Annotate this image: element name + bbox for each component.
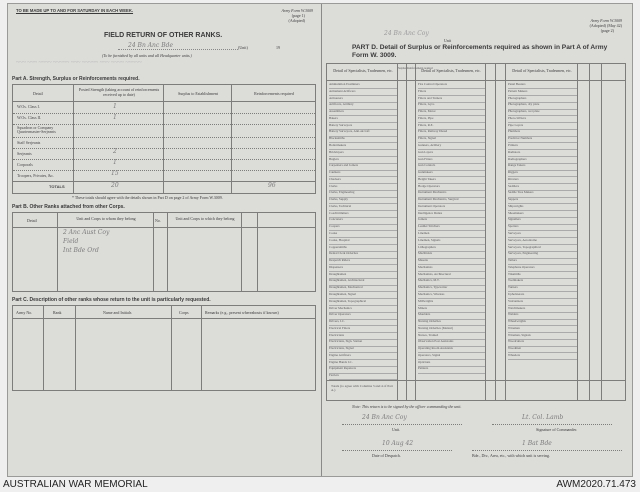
specialist-row: Fitters, Motor bbox=[418, 109, 485, 116]
specialist-row: Dispensers bbox=[329, 265, 397, 272]
form-title: FIELD RETURN OF OTHER RANKS. bbox=[104, 32, 223, 39]
d-col-head-1: Detail of Specialists, Tradesmen, etc. bbox=[333, 68, 393, 73]
d-list-col1 bbox=[329, 82, 397, 382]
caption-right: AWM2020.71.473 bbox=[556, 479, 636, 490]
specialist-row: Concreters bbox=[329, 217, 397, 224]
specialist-row: Fitters, Signal bbox=[418, 136, 485, 143]
specialist-row: Riveters bbox=[508, 177, 577, 184]
sig-bde-line bbox=[472, 450, 622, 451]
specialist-row: Wheelwrights bbox=[508, 319, 577, 326]
d-col-reinf: Reinforcements required bbox=[407, 67, 433, 70]
d-list-col2 bbox=[418, 82, 485, 382]
row-wo2: W.Os. Class II. bbox=[17, 115, 42, 120]
adopted-label-right: (Adopted) (May 42) bbox=[589, 23, 622, 28]
hw-attached-2: Field bbox=[63, 238, 79, 245]
specialist-row: Hodge Operators bbox=[418, 184, 485, 191]
hw-attached-1: 2 Anc Aust Coy bbox=[63, 229, 110, 236]
specialist-row: Mechanics, M.T. bbox=[418, 278, 485, 285]
part-a-heading: Part A. Strength, Surplus or Reinforcements required. bbox=[12, 76, 140, 82]
c-col-remarks: Remarks (e.g., present whereabouts if known) bbox=[205, 310, 279, 315]
specialist-row: Battery Surveyors bbox=[329, 123, 397, 130]
specialist-row: Gun Controls bbox=[418, 163, 485, 170]
specialist-row: Millwrights bbox=[418, 299, 485, 306]
specialist-row: Intelligence Duties bbox=[418, 211, 485, 218]
specialist-row: Instrument Mechanics bbox=[418, 190, 485, 197]
specialist-row: Fitters, Pipe bbox=[418, 116, 485, 123]
specialist-row: Surveyors, Topographical bbox=[508, 245, 577, 252]
specialist-row: Fitters, Railway Diesel bbox=[418, 129, 485, 136]
specialist-row: Instrument Mechanics, Surgical bbox=[418, 197, 485, 204]
d-col-surplus: Surplus bbox=[398, 67, 406, 70]
row-cqms: Squadron or Company Quartermaster-Serjeants bbox=[17, 125, 56, 134]
hw-unit-sign: 24 Bn Anc Coy bbox=[362, 414, 407, 421]
specialist-row: Surveyors, Engineering bbox=[508, 251, 577, 258]
specialist-row: Operators, Signal bbox=[418, 353, 485, 360]
specialist-row: Masons bbox=[418, 258, 485, 265]
specialist-row: Coopers bbox=[329, 224, 397, 231]
weekly-note: TO BE MADE UP TO AND FOR SATURDAY IN EACH WEEK. bbox=[16, 8, 134, 13]
specialist-row: Radiators bbox=[508, 150, 577, 157]
unit-label: (Unit) bbox=[238, 45, 248, 50]
specialist-row: Fitters, R.E. bbox=[418, 123, 485, 130]
part-c-heading: Part C. Description of other ranks whose return to the unit is particularly requested. bbox=[12, 297, 211, 303]
d-list-col3 bbox=[508, 82, 577, 382]
row-wo1: W.Os. Class I. bbox=[17, 104, 40, 109]
specialist-row: Painters bbox=[418, 366, 485, 373]
hw-total: 20 bbox=[111, 182, 119, 189]
specialist-row: Coachtrimmers bbox=[329, 211, 397, 218]
specialist-row: Equipment Repairers bbox=[329, 366, 397, 373]
b-col-unit2: Unit and Corps to which they belong bbox=[175, 216, 235, 221]
caption-bar bbox=[0, 478, 640, 492]
b-col-detail: Detail bbox=[27, 218, 37, 223]
specialist-row: Cooks, Hospital bbox=[329, 238, 397, 245]
specialist-row: Clerks bbox=[329, 184, 397, 191]
specialist-row: Opticians bbox=[418, 360, 485, 367]
part-a-note: * These totals should agree with the details shown in Part D on page 2 of Army Form W.3009. bbox=[72, 195, 223, 200]
specialist-row: Pipe Layers bbox=[508, 123, 577, 130]
specialist-row: Gun Fitters bbox=[418, 157, 485, 164]
specialist-row: Telephone Operators bbox=[508, 265, 577, 272]
specialist-row: Draughtsmen, Mechanical bbox=[329, 285, 397, 292]
hw-date: 10 Aug 42 bbox=[382, 440, 414, 447]
specialist-row: Fitters, Gyro bbox=[418, 102, 485, 109]
hw-top-unit: 24 Bn Anc Coy bbox=[384, 30, 429, 37]
specialist-row: Radiographers bbox=[508, 157, 577, 164]
hw-commander: Lt. Col. Lamb bbox=[522, 414, 564, 421]
row-staff-sjt: Staff Serjeants bbox=[17, 140, 41, 145]
specialist-row: Woodcutters bbox=[508, 339, 577, 346]
row-pte: Troopers, Privates, &c. bbox=[17, 173, 55, 178]
specialist-row: Observation Post Assistants bbox=[418, 339, 485, 346]
specialist-row: Armament Artificers bbox=[329, 89, 397, 96]
specialist-row: Carpenters and Joiners bbox=[329, 163, 397, 170]
specialist-row: Watchmakers bbox=[508, 306, 577, 313]
specialist-row: Draughtsmen, Architectural bbox=[329, 278, 397, 285]
furnish-note: (To be furnished by all units and all Headquarter units.) bbox=[102, 53, 192, 58]
part-b-heading: Part B. Other Ranks attached from other Corps. bbox=[12, 204, 125, 210]
specialist-row: Driver Operators bbox=[329, 312, 397, 319]
hw-bde: 1 Bat Bde bbox=[522, 440, 552, 447]
c-col-corps: Corps bbox=[179, 310, 189, 315]
specialist-row: Wheelers bbox=[508, 353, 577, 360]
hw-unit: 24 Bn Anc Bde bbox=[128, 42, 173, 49]
specialist-row: Instrument Operators bbox=[418, 204, 485, 211]
part-b-table bbox=[12, 212, 316, 292]
specialist-row: Gunners, Artillery bbox=[418, 143, 485, 150]
specialist-row: Mechanics, Wireless bbox=[418, 292, 485, 299]
specialist-row: Sappers bbox=[508, 197, 577, 204]
specialist-row: Machinists bbox=[418, 251, 485, 258]
year-label: 19 bbox=[276, 45, 280, 50]
sig-bde-label: Bde., Div., Area, etc., with which unit is serving. bbox=[472, 453, 550, 458]
col-posted: Posted Strength (taking account of reinforcements received up to date) bbox=[78, 87, 160, 97]
row-totals: TOTALS bbox=[49, 184, 65, 189]
specialist-row: Nursing Orderlies (Mental) bbox=[418, 326, 485, 333]
specialist-row: Cooks bbox=[329, 231, 397, 238]
c-col-armyno: Army No. bbox=[16, 310, 33, 315]
sig-date-label: Date of Despatch. bbox=[372, 453, 401, 458]
specialist-row: Pattern Makers bbox=[508, 89, 577, 96]
col-reinforce: Reinforcements required bbox=[254, 91, 294, 96]
specialist-row: Saddle Tree Makers bbox=[508, 190, 577, 197]
specialist-row: Plumbers bbox=[508, 129, 577, 136]
specialist-row: Drivers, I.C. bbox=[329, 319, 397, 326]
specialist-row: Linemen, Signals bbox=[418, 238, 485, 245]
specialist-row: Range Takers bbox=[508, 163, 577, 170]
part-a-table bbox=[12, 84, 316, 194]
specialist-row: Saddlers bbox=[508, 184, 577, 191]
specialist-row: Surveyors bbox=[508, 231, 577, 238]
specialist-row: Surveyors, Aerodrome bbox=[508, 238, 577, 245]
specialist-row: Signallers bbox=[508, 217, 577, 224]
hw-pte: 15 bbox=[111, 170, 119, 177]
d-col-head-2: Detail of Specialists, Tradesmen, etc. bbox=[421, 68, 481, 73]
specialist-row: Electricians, Sign. Station bbox=[329, 339, 397, 346]
specialist-row: Photo-Writers bbox=[508, 116, 577, 123]
specialist-row: Miners bbox=[418, 306, 485, 313]
unit-line bbox=[118, 49, 238, 50]
army-form-label-right: Army Form W.3009 bbox=[590, 18, 622, 23]
c-col-name: Name and Initials bbox=[103, 310, 132, 315]
document-sheet bbox=[7, 3, 633, 477]
faded-writing: ~~~ ~~~ ~~~~ ~~~~~ ~~~ ~~~~~ ~~~ ~~~~ ~~~~~ bbox=[16, 60, 142, 66]
sig-unit-line bbox=[342, 424, 462, 425]
specialist-row: Checkers bbox=[329, 177, 397, 184]
specialist-row: Boilermakers bbox=[329, 143, 397, 150]
specialist-row: Photographers, wet plate bbox=[508, 109, 577, 116]
unit-label-right: Unit bbox=[444, 38, 452, 43]
hw-wo2: 1 bbox=[113, 114, 117, 121]
specialist-row: Spotters bbox=[508, 224, 577, 231]
specialist-row: Photographers, dry plate bbox=[508, 102, 577, 109]
hw-wo1: 1 bbox=[113, 103, 117, 110]
specialist-row: Bakers bbox=[329, 116, 397, 123]
specialist-row: Mechanists, Architectural bbox=[418, 272, 485, 279]
part-d-table bbox=[326, 63, 626, 401]
specialist-row: Leather Stitchers bbox=[418, 224, 485, 231]
left-page bbox=[8, 4, 322, 476]
right-page bbox=[322, 4, 632, 476]
specialist-row: Battery Surveyors, Anti-aircraft bbox=[329, 129, 397, 136]
specialist-row: Predictor Numbers bbox=[508, 136, 577, 143]
page-number: (page 1) bbox=[291, 13, 305, 18]
specialist-row: Engine Artificers bbox=[329, 353, 397, 360]
specialist-row: Electrical Fitters bbox=[329, 326, 397, 333]
specialist-row: Blacksmiths bbox=[329, 136, 397, 143]
specialist-row: Operating Room Assistants bbox=[418, 346, 485, 353]
b-col-no: No. bbox=[155, 218, 161, 223]
col-surplus: Surplus to Establishment bbox=[178, 91, 218, 96]
specialist-row: Gunmakers bbox=[418, 170, 485, 177]
specialist-row: Fitters and Turners bbox=[418, 96, 485, 103]
specialist-row: Draughtsmen, Topographical bbox=[329, 299, 397, 306]
specialist-row: Welders bbox=[508, 312, 577, 319]
specialist-row: Assemblers bbox=[329, 109, 397, 116]
specialist-row: Farriers bbox=[329, 373, 397, 380]
specialist-row: Riggers bbox=[508, 170, 577, 177]
row-sjt: Serjeants bbox=[17, 151, 32, 156]
sig-unit-label: Unit. bbox=[392, 427, 401, 432]
specialist-row: Buglers bbox=[329, 157, 397, 164]
specialist-row: Printers bbox=[508, 143, 577, 150]
specialist-row: Electricians, Signal bbox=[329, 346, 397, 353]
specialist-row: Wiremen, Signals bbox=[508, 333, 577, 340]
specialist-row: Fitters bbox=[418, 89, 485, 96]
specialist-row: Artificers, Artillery bbox=[329, 102, 397, 109]
d-col-head-3: Detail of Specialists, Tradesmen, etc. bbox=[512, 68, 572, 73]
specialist-row: Woodmen bbox=[508, 346, 577, 353]
caption-left: AUSTRALIAN WAR MEMORIAL bbox=[3, 479, 148, 490]
specialist-row: Gun Layers bbox=[418, 150, 485, 157]
sig-commander-label: Signature of Commander. bbox=[536, 427, 578, 432]
b-col-unit: Unit and Corps to whom they belong bbox=[76, 216, 136, 221]
specialist-row: Clerks, Technical bbox=[329, 204, 397, 211]
specialist-row: Ammunition Examiners bbox=[329, 82, 397, 89]
specialist-row: Linemen bbox=[418, 231, 485, 238]
totals-note: Totals (to agree with Columns 3 and 4 of Part A.) bbox=[331, 384, 393, 392]
specialist-row: Fire Control Operators bbox=[418, 82, 485, 89]
specialist-row: Nursing Orderlies bbox=[418, 319, 485, 326]
specialist-row: Wiremen bbox=[508, 326, 577, 333]
footnote: Note: This return is to be signed by the officer commanding the unit. bbox=[352, 404, 462, 409]
specialist-row: Moulders bbox=[418, 312, 485, 319]
hw-cpl: 1 bbox=[113, 159, 117, 166]
specialist-row: Electricians bbox=[329, 333, 397, 340]
part-c-table bbox=[12, 305, 316, 391]
specialist-row: Dental Clerk Orderlies bbox=[329, 251, 397, 258]
specialist-row: Armourers bbox=[329, 96, 397, 103]
part-d-title: PART D. Detail of Surplus or Reinforcements required as shown in Part A of Army Form W. 3009. bbox=[352, 44, 608, 59]
specialist-row: Caulkers bbox=[329, 170, 397, 177]
specialist-row: Bricklayers bbox=[329, 150, 397, 157]
c-col-rank: Rank bbox=[53, 310, 62, 315]
specialist-row: Vulcanizers bbox=[508, 299, 577, 306]
specialist-row: Coppersmiths bbox=[329, 245, 397, 252]
specialist-row: Nurses, Trained bbox=[418, 333, 485, 340]
specialist-row: Mechanics, Typewriter bbox=[418, 285, 485, 292]
specialist-row: Height Takers bbox=[418, 177, 485, 184]
specialist-row: Engine Hands I.C. bbox=[329, 360, 397, 367]
specialist-row: Tailors bbox=[508, 258, 577, 265]
hw-attached-3: Int Bde Ord bbox=[63, 247, 99, 254]
army-form-label: Army Form W.3009 bbox=[281, 8, 313, 13]
col-detail: Detail bbox=[33, 91, 43, 96]
specialist-row: Clerks, Supply bbox=[329, 197, 397, 204]
specialist-row: Mechanists bbox=[418, 265, 485, 272]
specialist-row: Draughtsmen, Signal bbox=[329, 292, 397, 299]
specialist-row: Joiners bbox=[418, 217, 485, 224]
row-cpl: Corporals bbox=[17, 162, 33, 167]
specialist-row: Upholsterers bbox=[508, 292, 577, 299]
specialist-row: Draughtsmen bbox=[329, 272, 397, 279]
sig-commander-line bbox=[492, 424, 612, 425]
specialist-row: Turners bbox=[508, 285, 577, 292]
specialist-row: Panel Beaters bbox=[508, 82, 577, 89]
specialist-row: Tinsmiths bbox=[508, 272, 577, 279]
page-number-right: (page 2) bbox=[600, 28, 614, 33]
specialist-row: Shipwrights bbox=[508, 204, 577, 211]
specialist-row: Despatch Riders bbox=[329, 258, 397, 265]
hw-sjt: 2 bbox=[113, 148, 117, 155]
specialist-row: Photographers bbox=[508, 96, 577, 103]
specialist-row: Shoemakers bbox=[508, 211, 577, 218]
specialist-row: Clerks, Engineering bbox=[329, 190, 397, 197]
hw-reinf-total: 96 bbox=[268, 182, 276, 189]
adopted-label: (Adopted) bbox=[288, 18, 305, 23]
sig-date-line bbox=[342, 450, 452, 451]
specialist-row: Driver Mechanics bbox=[329, 306, 397, 313]
specialist-row: Toolmakers bbox=[508, 278, 577, 285]
specialist-row: Lithographers bbox=[418, 245, 485, 252]
